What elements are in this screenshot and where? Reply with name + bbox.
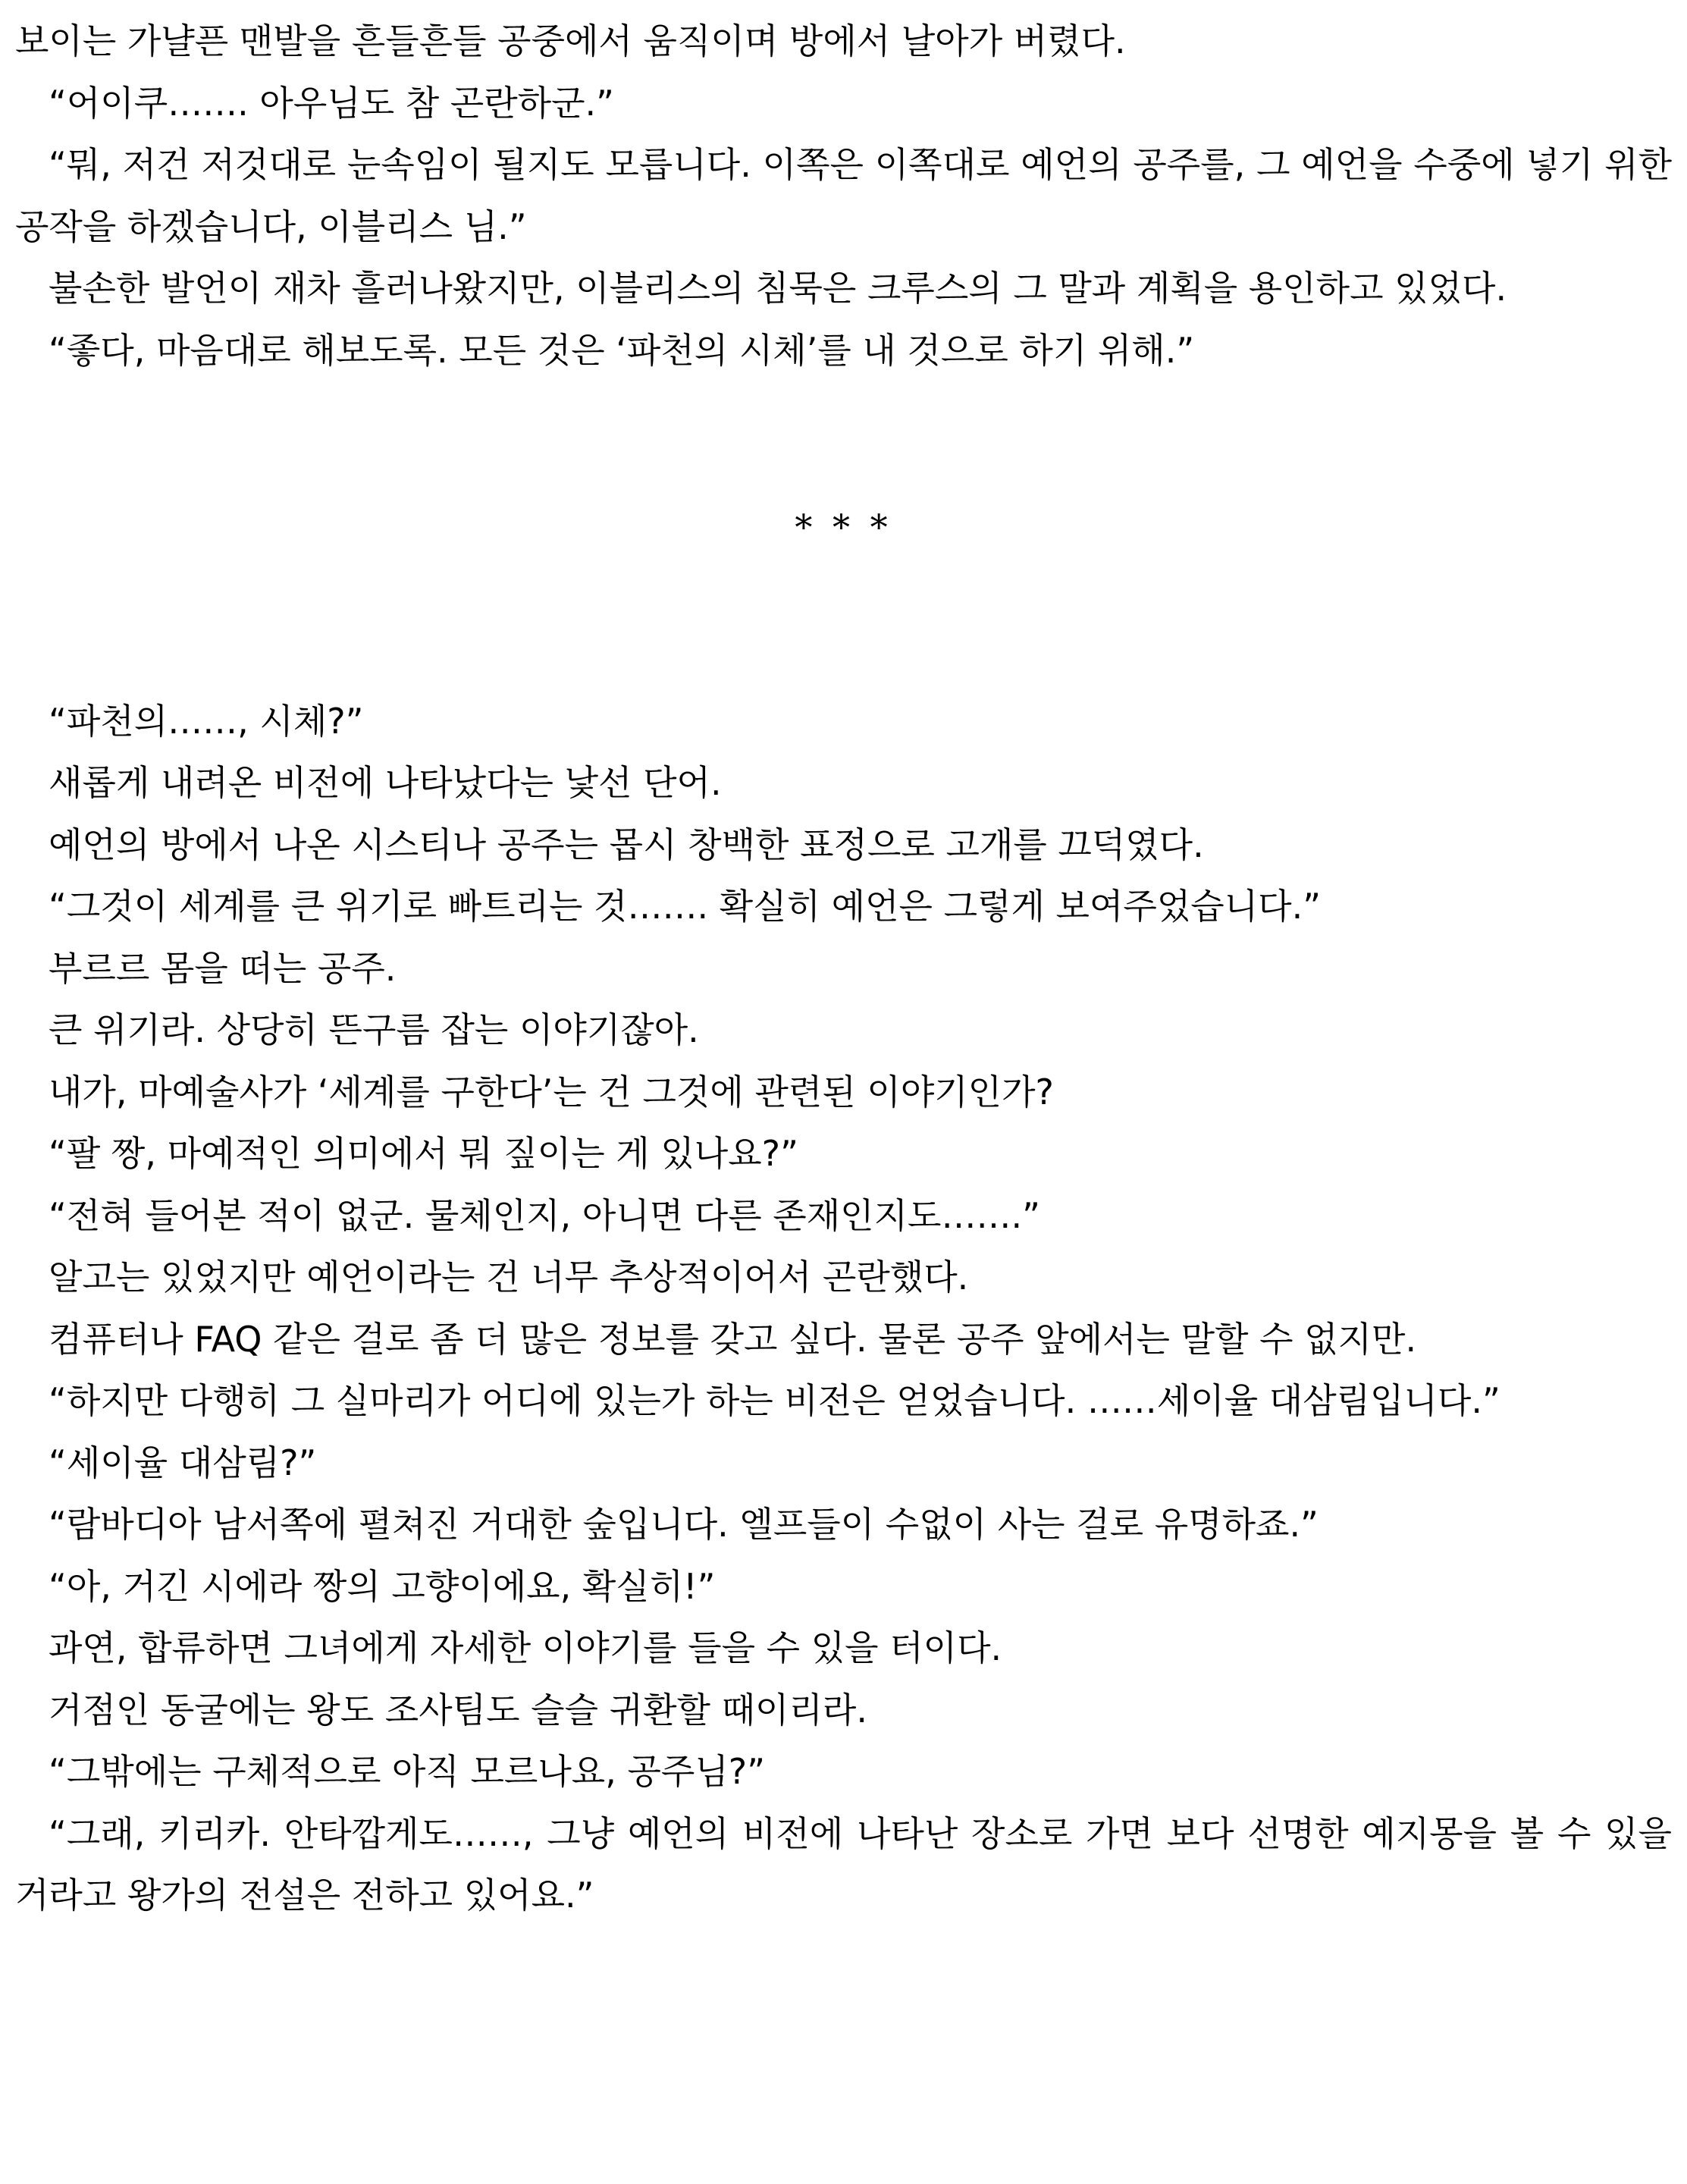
paragraph: “아, 거긴 시에라 짱의 고향이에요, 확실히!”: [49, 1565, 716, 1607]
section-spacer: [15, 559, 1672, 691]
paragraph: 컴퓨터나 FAQ 같은 걸로 좀 더 많은 정보를 갖고 싶다. 물론 공주 앞에서는 말할 수 없지만.: [49, 1318, 1417, 1360]
section-spacer: [15, 381, 1672, 497]
paragraph: “람바디아 남서쪽에 펼쳐진 거대한 숲입니다. 엘프들이 수없이 사는 걸로 유명하죠.”: [49, 1504, 1319, 1545]
paragraph: 큰 위기라. 상당히 뜬구름 잡는 이야기잖아.: [49, 1009, 699, 1050]
paragraph: 알고는 있었지만 예언이라는 건 너무 추상적이어서 곤란했다.: [49, 1257, 969, 1298]
paragraph: “팔 짱, 마예적인 의미에서 뭐 짚이는 게 있나요?”: [49, 1133, 798, 1174]
paragraph: 보이는 가냘픈 맨발을 흔들흔들 공중에서 움직이며 방에서 날아가 버렸다.: [15, 20, 1126, 61]
paragraph: 부르르 몸을 떠는 공주.: [49, 947, 397, 989]
paragraph: 예언의 방에서 나온 시스티나 공주는 몹시 창백한 표정으로 고개를 끄덕였다.: [49, 824, 1204, 865]
paragraph: “그밖에는 구체적으로 아직 모르나요, 공주님?”: [49, 1751, 766, 1792]
paragraph: “세이율 대삼림?”: [49, 1442, 317, 1483]
paragraph: “어이쿠……. 아우님도 참 곤란하군.”: [49, 82, 615, 124]
paragraph: “좋다, 마음대로 해보도록. 모든 것은 ‘파천의 시체’를 내 것으로 하기 위해.”: [49, 329, 1195, 371]
paragraph: 새롭게 내려온 비전에 나타났다는 낯선 단어.: [49, 762, 722, 803]
paragraph: “뭐, 저건 저것대로 눈속임이 될지도 모릅니다. 이쪽은 이쪽대로 예언의 공주를, 그 예언을 수중에 넣기 위한 공작을 하겠습니다, 이블리스 님.”: [15, 144, 1672, 247]
paragraph: 과연, 합류하면 그녀에게 자세한 이야기를 들을 수 있을 터이다.: [49, 1627, 1002, 1668]
paragraph: “파천의……, 시체?”: [49, 700, 364, 742]
scene-break-divider: * * *: [795, 507, 892, 548]
paragraph: 불손한 발언이 재차 흘러나왔지만, 이블리스의 침묵은 크루스의 그 말과 계획을 용인하고 있었다.: [49, 268, 1507, 309]
paragraph: 내가, 마예술사가 ‘세계를 구한다’는 건 그것에 관련된 이야기인가?: [49, 1071, 1054, 1112]
paragraph: 거점인 동굴에는 왕도 조사팀도 슬슬 귀환할 때이리라.: [49, 1689, 867, 1731]
paragraph: “그래, 키리카. 안타깝게도……, 그냥 예언의 비전에 나타난 장소로 가면 보다 선명한 예지몽을 볼 수 있을 거라고 왕가의 전설은 전하고 있어요.”: [15, 1812, 1672, 1916]
paragraph: “그것이 세계를 큰 위기로 빠트리는 것……. 확실히 예언은 그렇게 보여주었습니다.”: [49, 886, 1322, 927]
paragraph: “전혀 들어본 적이 없군. 물체인지, 아니면 다른 존재인지도…….”: [49, 1194, 1040, 1236]
paragraph: “하지만 다행히 그 실마리가 어디에 있는가 하는 비전은 얻었습니다. ……세이율 대삼림입니다.”: [49, 1380, 1500, 1421]
